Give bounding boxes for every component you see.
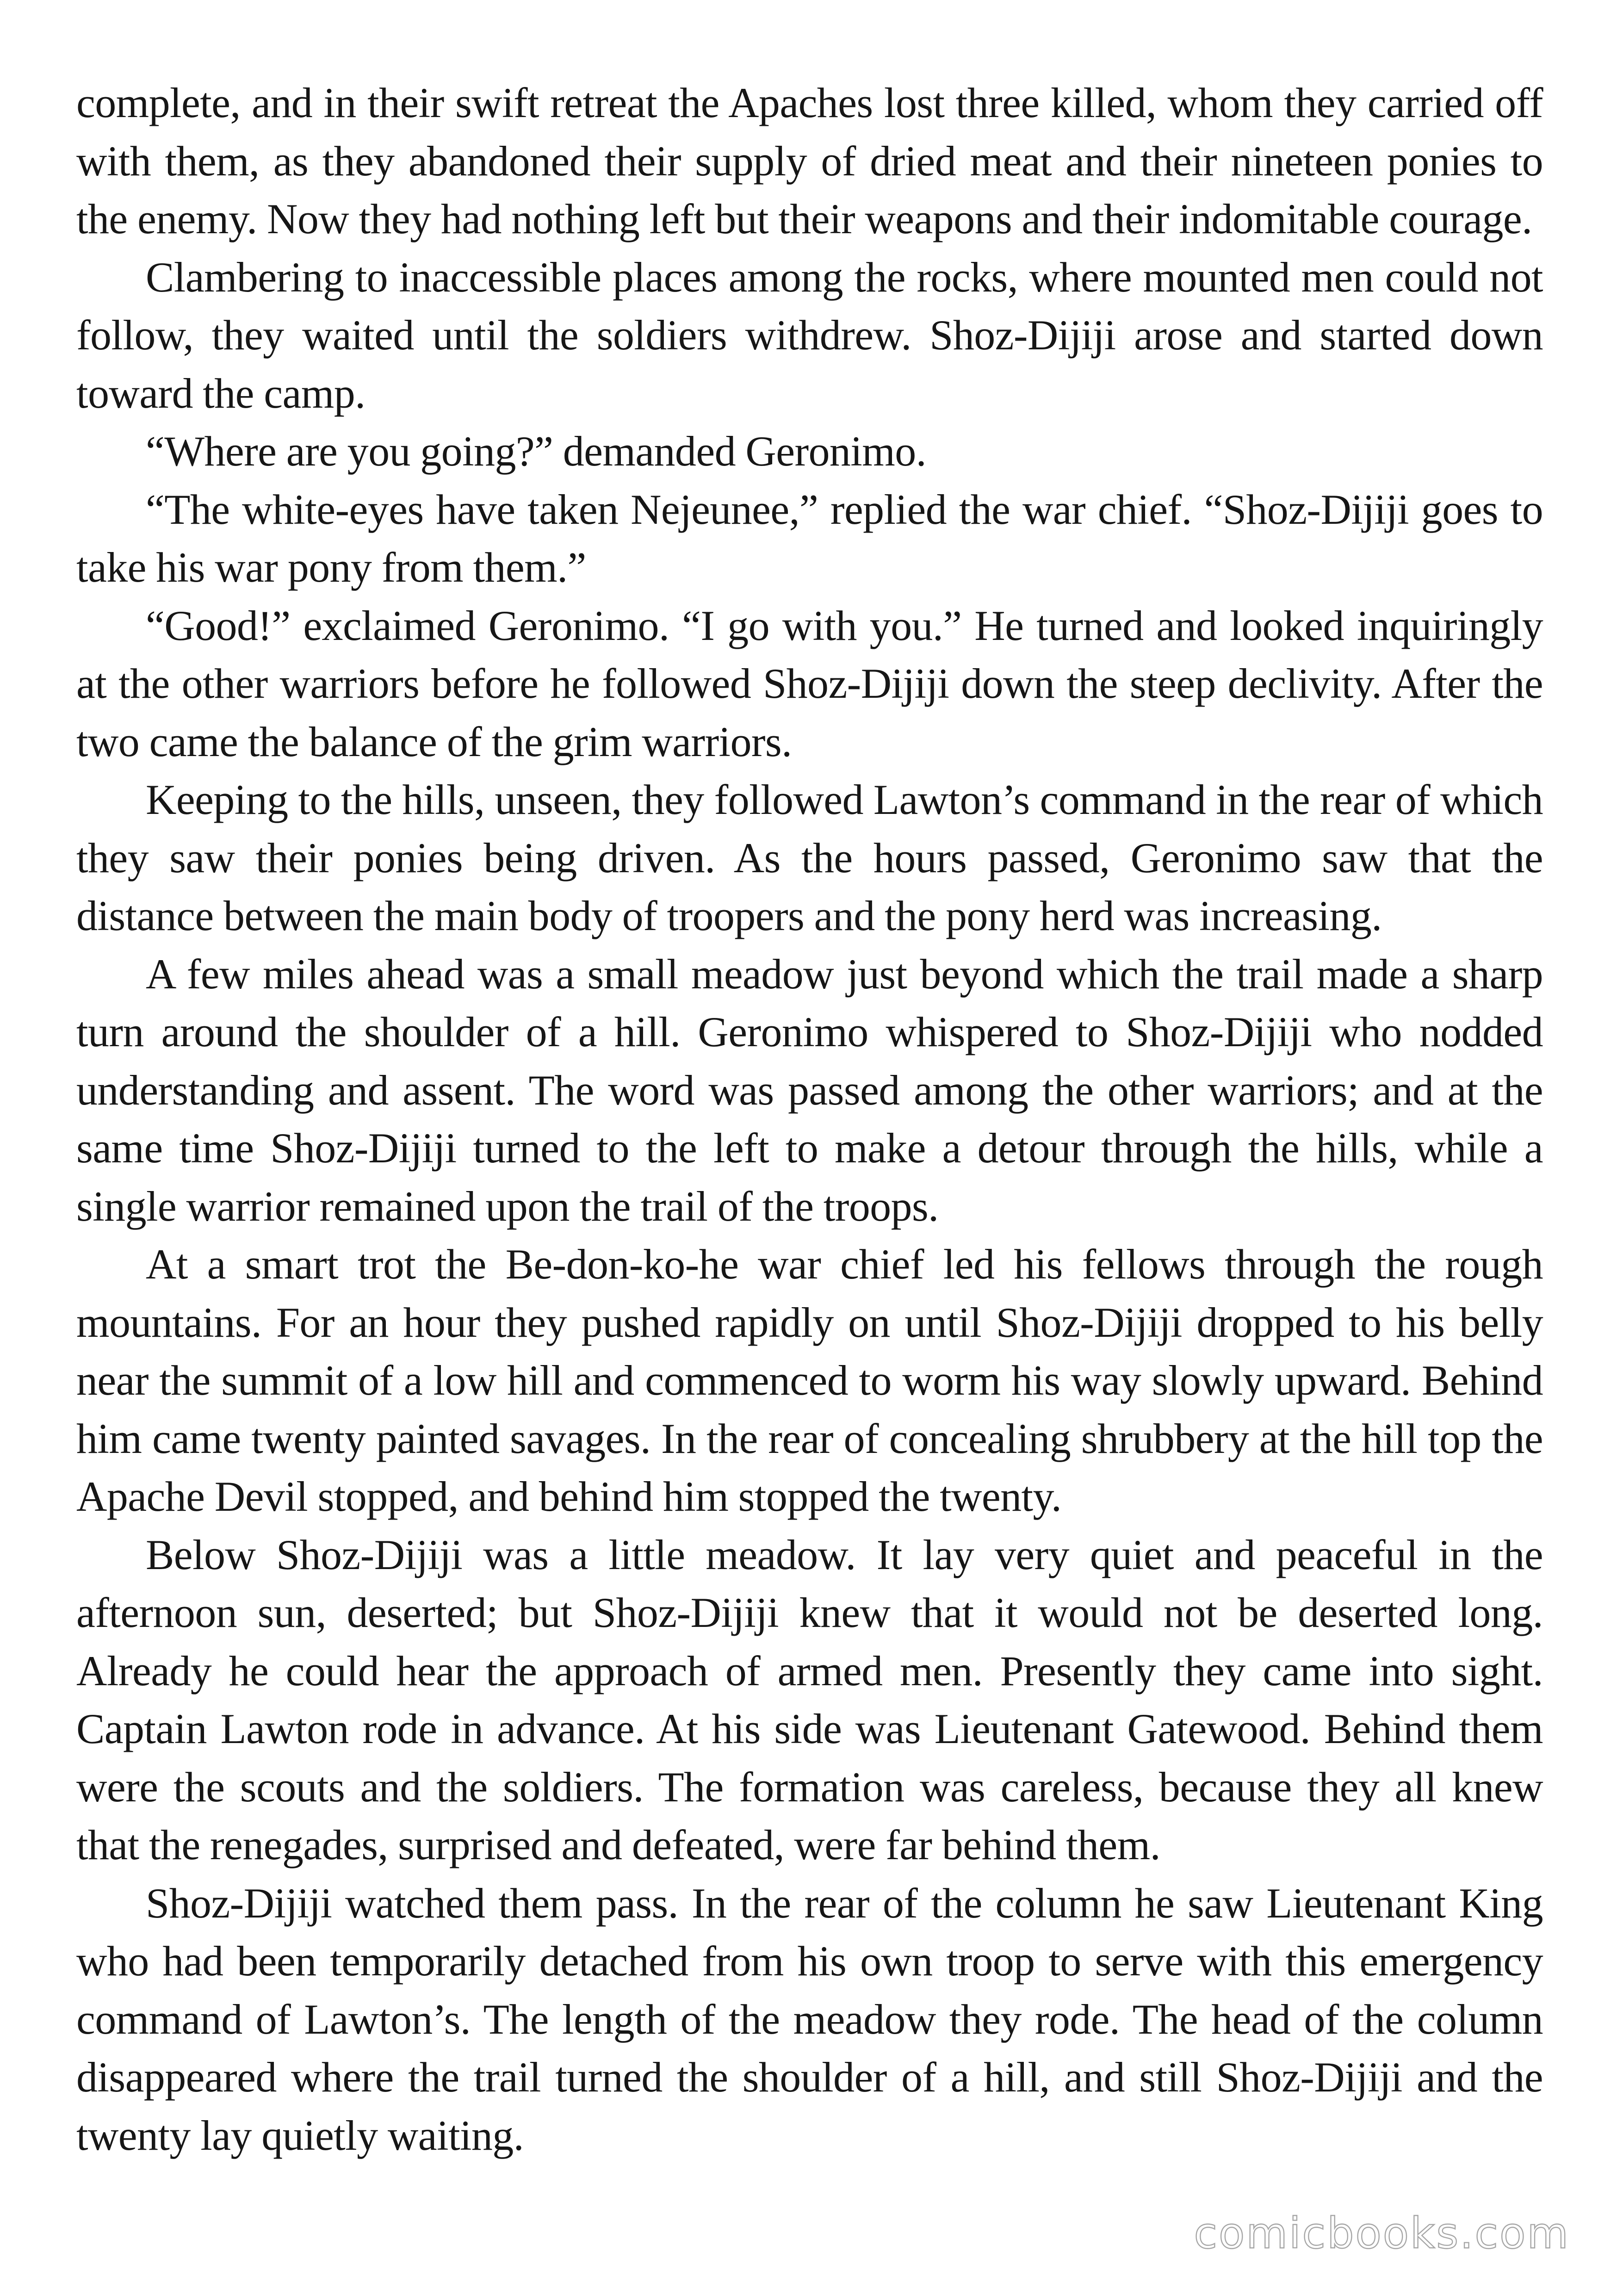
paragraph-1: complete, and in their swift retreat the Apaches lost three killed, whom they carried off with them, as they abandoned their supply of dried meat and their nineteen ponies to the enemy. Now they had nothing left but their weapons and their indomitable courage. (76, 79, 1543, 242)
paragraph-6: Keeping to the hills, unseen, they followed Lawton’s command in the rear of which they saw their ponies being driven. As the hours passed, Geronimo saw that the distance between the main body of troopers and the pony herd was increasing. (76, 776, 1543, 939)
paragraph-8: At a smart trot the Be-don-ko-he war chief led his fellows through the rough mountains. For an hour they pushed rapidly on until Shoz-Dijiji dropped to his belly near the summit of a low hill and commenced to worm his way slowly upward. Behind him came twenty painted savages. In the rear of concealing shrubbery at the hill top the Apache Devil stopped, and behind him stopped the twenty. (76, 1241, 1543, 1520)
watermark: comicbooks.com (1194, 2209, 1570, 2258)
paragraph-2: Clambering to inaccessible places among the rocks, where mounted men could not follow, they waited until the soldiers withdrew. Shoz-Dijiji arose and started down toward the camp. (76, 253, 1543, 417)
paragraph-3: “Where are you going?” demanded Geronimo. (146, 428, 926, 475)
paragraph-5: “Good!” exclaimed Geronimo. “I go with you.” He turned and looked inquiringly at the other warriors before he followed Shoz-Dijiji down the steep declivity. After the two came the balance of the grim warriors. (76, 602, 1543, 765)
page-body (76, 74, 1543, 2165)
paragraph-10: Shoz-Dijiji watched them pass. In the rear of the column he saw Lieutenant King who had been temporarily detached from his own troop to serve with this emergency command of Lawton’s. The length of the meadow they rode. The head of the column disappeared where the trail turned the shoulder of a hill, and still Shoz-Dijiji and the twenty lay quietly waiting. (76, 1879, 1543, 2159)
paragraph-4: “The white-eyes have taken Nejeunee,” replied the war chief. “Shoz-Dijiji goes to take his war pony from them.” (76, 485, 1543, 591)
paragraph-7: A few miles ahead was a small meadow just beyond which the trail made a sharp turn around the shoulder of a hill. Geronimo whispered to Shoz-Dijiji who nodded understanding and assent. The word was passed among the other warriors; and at the same time Shoz-Dijiji turned to the left to make a detour through the hills, while a single warrior remained upon the trail of the troops. (76, 950, 1543, 1230)
paragraph-9: Below Shoz-Dijiji was a little meadow. It lay very quiet and peaceful in the afternoon sun, deserted; but Shoz-Dijiji knew that it would not be deserted long. Already he could hear the approach of armed men. Presently they came into sight. Captain Lawton rode in advance. At his side was Lieutenant Gatewood. Behind them were the scouts and the soldiers. The formation was careless, because they all knew that the renegades, surprised and defeated, were far behind them. (76, 1531, 1543, 1868)
